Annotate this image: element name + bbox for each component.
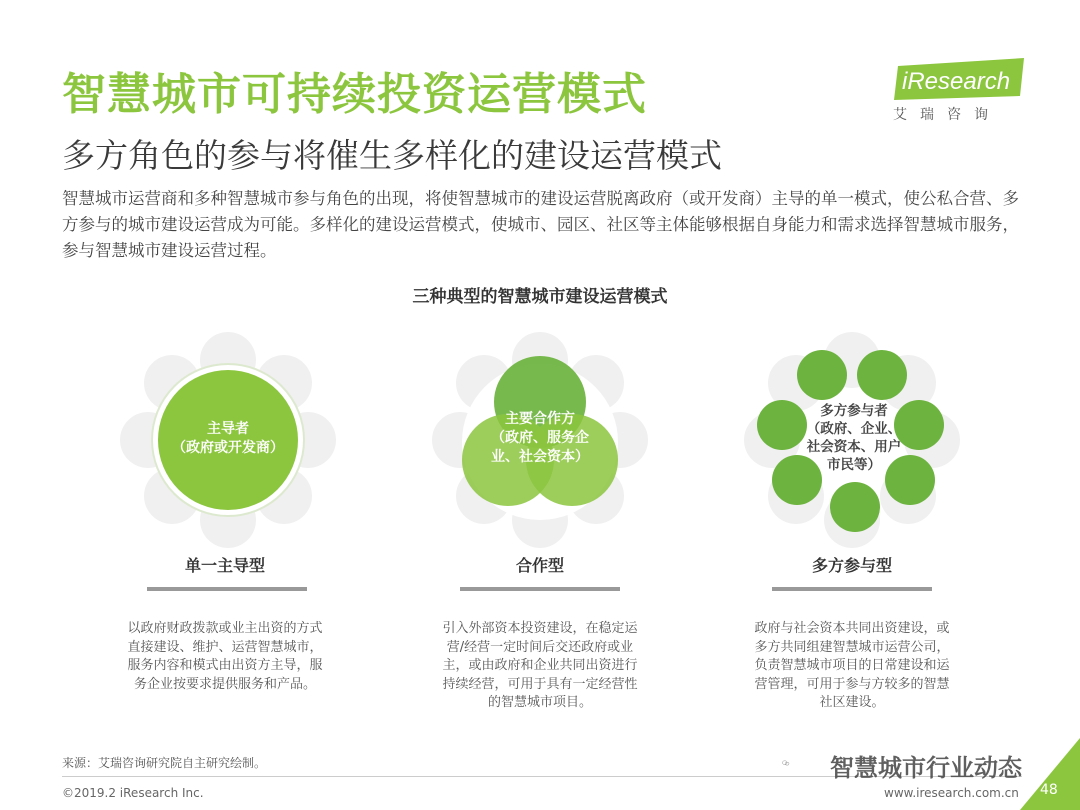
- page-title: 智慧城市可持续投资运营模式: [62, 69, 647, 120]
- footer-url[interactable]: www.iresearch.com.cn: [884, 786, 1019, 800]
- circle-label-line: 市民等）: [827, 457, 881, 473]
- corner-accent: [1020, 738, 1080, 810]
- circle-label-line: 业、社会资本）: [491, 449, 589, 465]
- circle-label-line: 多方参与者: [820, 403, 888, 419]
- circle-label-line: 主导者: [207, 421, 249, 437]
- circle-label-line: （政府、企业、: [806, 421, 902, 437]
- model-name: 单一主导型: [184, 556, 265, 575]
- single-leader-label: [158, 420, 298, 458]
- svg-text:iResearch: iResearch: [902, 68, 1011, 95]
- source-note: 来源：艾瑞咨询研究院自主研究绘制。: [62, 756, 267, 770]
- divider-bar: [460, 587, 620, 591]
- circle-label-line: 主要合作方: [505, 411, 575, 427]
- divider-bar: [147, 587, 307, 591]
- model-description: 引入外部资本投资建设，在稳定运营/经营一定时间后交还政府或业主，或由政府和企业共同出资进行持续经营，可用于具有一定经营性的智慧城市项目。: [442, 621, 638, 710]
- cooperation-label: [470, 410, 610, 467]
- intro-paragraph: 智慧城市运营商和多种智慧城市参与角色的出现，将使智慧城市的建设运营脱离政府（或开发商）主导的单一模式，使公私合营、多方参与的城市建设运营成为可能。多样化的建设运营模式，使城市、园区、社区等主体能够根据自身能力和需求选择智慧城市服务，参与智慧城市建设运营过程。: [62, 189, 1019, 260]
- section-title: 三种典型的智慧城市建设运营模式: [412, 287, 668, 307]
- logo-chinese: 艾瑞咨询: [893, 107, 1001, 123]
- wechat-icon: [782, 745, 828, 781]
- circle-label-line: （政府或开发商）: [172, 440, 284, 456]
- page-subtitle: 多方角色的参与将催生多样化的建设运营模式: [62, 136, 722, 175]
- circle-label-line: 社会资本、用户: [806, 439, 902, 455]
- multi-party-label: [784, 402, 924, 474]
- divider-bar: [772, 587, 932, 591]
- page-number: 48: [1040, 782, 1058, 798]
- model-description: 政府与社会资本共同出资建设，或多方共同组建智慧城市运营公司，负责智慧城市项目的日常建设和运营管理，可用于参与方较多的智慧社区建设。: [754, 621, 950, 710]
- copyright: ©2019.2 iResearch Inc.: [62, 786, 204, 800]
- model-name: 合作型: [515, 556, 564, 575]
- watermark-text: 智慧城市行业动态: [830, 754, 1022, 782]
- model-name: 多方参与型: [811, 556, 892, 575]
- model-description: 以政府财政拨款或业主出资的方式直接建设、维护、运营智慧城市，服务内容和模式由出资方主导，服务企业按要求提供服务和产品。: [127, 621, 323, 692]
- circle-label-line: （政府、服务企: [491, 430, 589, 446]
